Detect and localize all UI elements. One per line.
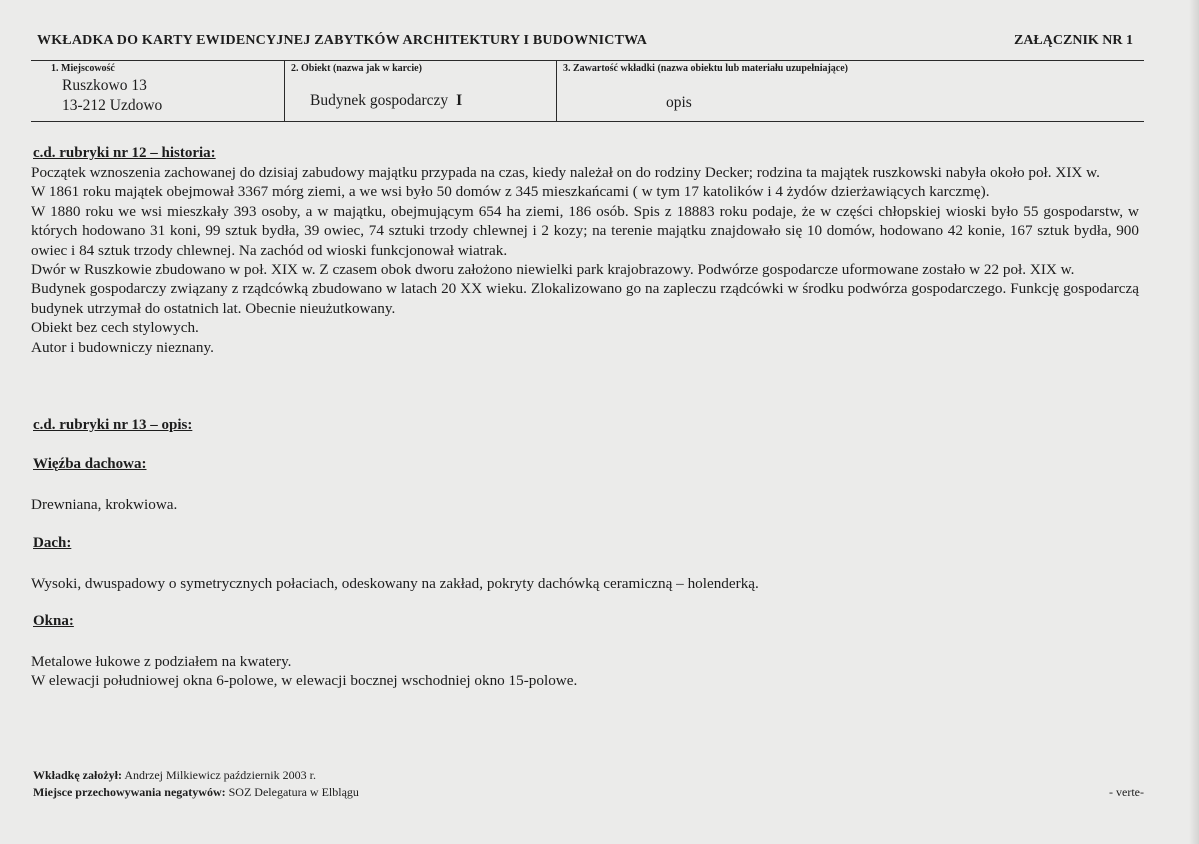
object-label: 2. Obiekt (nazwa jak w karcie) bbox=[291, 63, 422, 74]
header-top-rule bbox=[31, 60, 1144, 61]
windows-paragraph: Metalowe łukowe z podziałem na kwatery. bbox=[31, 653, 292, 670]
windows-text bbox=[31, 652, 1139, 691]
annex-number: ZAŁĄCZNIK NR 1 bbox=[1013, 33, 1133, 48]
scan-edge-shadow bbox=[1189, 0, 1199, 844]
history-paragraph: Budynek gospodarczy związany z rządcówką zbudowano w latach 20 XX wieku. Zlokalizowano go na zapleczu rządcówki w środku podwórza gospodarczego. Funkcję gospodarczą budynek utrzymał do ostatnich lat. Obecnie nieużutkowany. bbox=[31, 280, 1139, 317]
history-text bbox=[31, 163, 1139, 357]
content-label: 3. Zawartość wkładki (nazwa obiektu lub materiału uzupełniające) bbox=[563, 63, 849, 74]
field-divider-1 bbox=[284, 60, 285, 122]
object-value bbox=[310, 91, 462, 110]
locality-label: 1. Miejscowość bbox=[51, 63, 115, 74]
footer-author-label: Wkładkę założył: bbox=[33, 768, 122, 782]
content-value: opis bbox=[666, 94, 692, 111]
history-paragraph: Dwór w Ruszkowie zbudowano w poł. XIX w. Z czasem obok dworu założono niewielki park krajobrazowy. Podwórze gospodarcze uformowane zostało w 22 poł. XIX w. bbox=[31, 261, 1075, 279]
object-name: Budynek gospodarczy bbox=[310, 92, 449, 109]
locality-line-2: 13-212 Uzdowo bbox=[62, 97, 163, 114]
history-paragraph: Początek wznoszenia zachowanej do dzisiaj zabudowy majątku przypada na czas, kiedy należał on do rodziny Decker; rodzina ta majątek ruszkowski nabyła około poł. XIX w. bbox=[31, 164, 1100, 181]
object-number: I bbox=[456, 92, 463, 109]
footer-storage bbox=[33, 785, 359, 800]
roof-truss-heading: Więźba dachowa: bbox=[33, 456, 147, 472]
field-divider-2 bbox=[556, 60, 557, 122]
locality-line-1: Ruszkowo 13 bbox=[62, 77, 147, 94]
footer-author-value: Andrzej Milkiewicz październik 2003 r. bbox=[124, 768, 316, 782]
history-paragraph: W 1861 roku majątek obejmował 3367 mórg ziemi, a we wsi było 50 domów z 345 mieszkańcami ( w tym 17 katolików i 4 żydów dzierżawiących karczmę). bbox=[31, 183, 990, 201]
history-heading: c.d. rubryki nr 12 – historia: bbox=[33, 145, 216, 161]
roof-truss-text bbox=[31, 495, 1139, 514]
footer-storage-value: SOZ Delegatura w Elblągu bbox=[228, 785, 359, 799]
history-paragraph: W 1880 roku we wsi mieszkały 393 osoby, a w majątku, obejmującym 654 ha ziemi, 186 osób. Spis z 18883 roku podaje, że w części chłopskiej wioski było 55 gospodarstw, w których hodowano 31 koni, 99 sztuk bydła, 39 owiec, 74 sztuki trzody chlewnej i 2 kozy; na terenie majątku znajdowało się 10 domów, hodowano 42 konie, 167 sztuk bydła, 900 owiec i 84 sztuk trzody chlewnej. Na zachód od wioski funkcjonował wiatrak. bbox=[31, 202, 1139, 259]
roof-paragraph: Wysoki, dwuspadowy o symetrycznych połaciach, odeskowany na zakład, pokryty dachówką ceramiczną – holenderką. bbox=[31, 575, 759, 592]
windows-heading: Okna: bbox=[33, 613, 74, 629]
roof-truss-paragraph: Drewniana, krokwiowa. bbox=[31, 496, 178, 513]
document-title: WKŁADKA DO KARTY EWIDENCYJNEJ ZABYTKÓW ARCHITEKTURY I BUDOWNICTWA bbox=[37, 33, 648, 48]
footer-storage-label: Miejsce przechowywania negatywów: bbox=[33, 785, 226, 799]
roof-heading: Dach: bbox=[33, 535, 72, 551]
description-heading: c.d. rubryki nr 13 – opis: bbox=[33, 417, 193, 433]
roof-text bbox=[31, 574, 1139, 593]
footer-author bbox=[33, 768, 316, 783]
windows-paragraph: W elewacji południowej okna 6-polowe, w elewacji bocznej wschodniej okno 15-polowe. bbox=[31, 672, 578, 690]
verte-note: - verte- bbox=[1109, 785, 1144, 799]
header-bottom-rule bbox=[31, 121, 1144, 122]
history-paragraph: Autor i budowniczy nieznany. bbox=[31, 338, 214, 356]
history-paragraph: Obiekt bez cech stylowych. bbox=[31, 319, 199, 337]
